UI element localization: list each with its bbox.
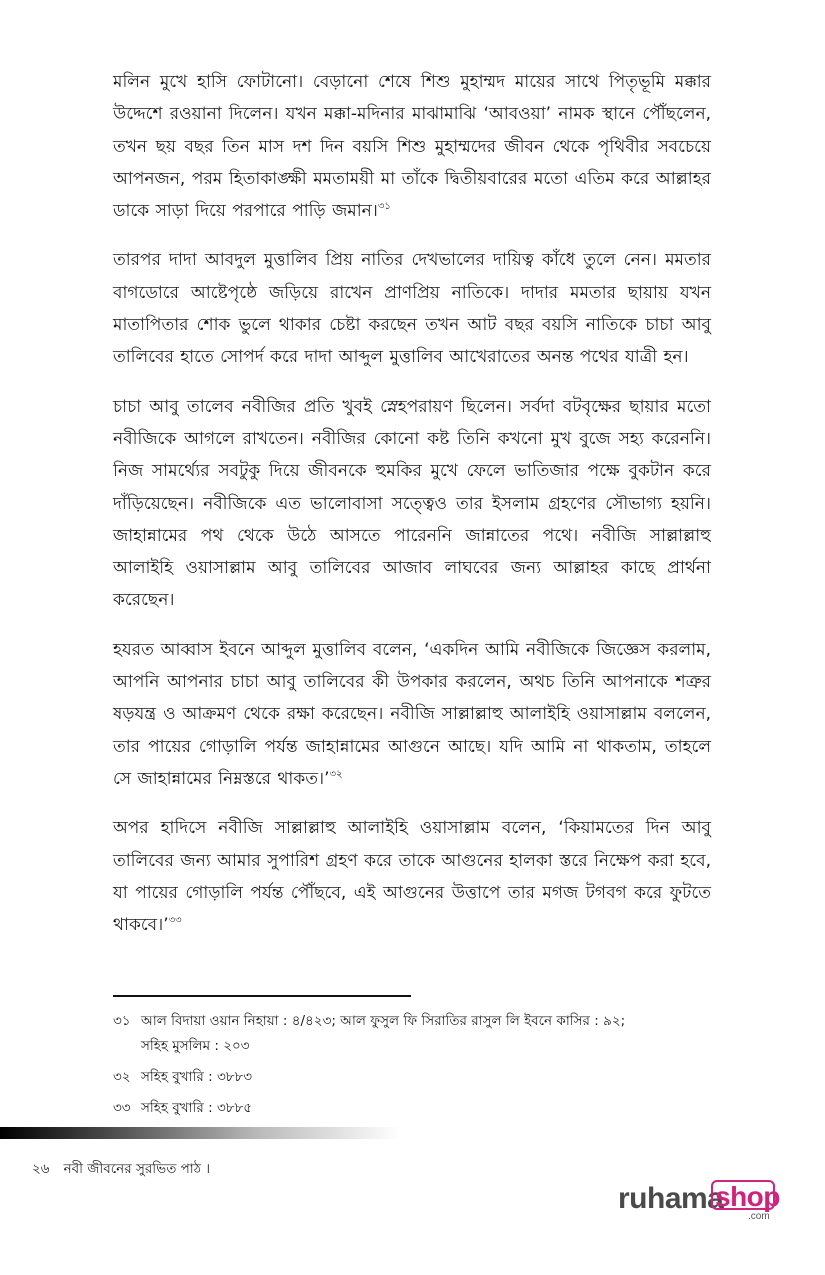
footnote-32 [113, 1065, 711, 1090]
paragraph-1 [113, 66, 711, 227]
page-footer [32, 1158, 210, 1181]
paragraph-1-text: মলিন মুখে হাসি ফোটানো। বেড়ানো শেষে শিশু মুহাম্মদ মায়ের সাথে পিতৃভূমি মক্কার উদ্দেশে রওয়ানা দিলেন। যখন মক্কা-মদিনার মাঝামাঝি ‘আবওয়া’ নামক স্থানে পৌঁছলেন, তখন ছয় বছর তিন মাস দশ দিন বয়সি শিশু মুহাম্মদের জীবন থেকে পৃথিবীর সবচেয়ে আপনজন, পরম হিতাকাঙ্ক্ষী মমতাময়ী মা তাঁকে দ্বিতীয়বারের মতো এতিম করে আল্লাহর ডাকে সাড়া দিয়ে পরপারে পাড়ি জমান। [113, 72, 711, 222]
footnote-divider [113, 995, 411, 997]
footnotes [113, 1009, 711, 1127]
footnote-text: সহিহ বুখারি : ৩৮৮৩ [141, 1069, 253, 1085]
footnote-number: ৩২ [113, 1069, 131, 1085]
main-text [113, 66, 711, 958]
footnote-text-continued: সহিহ মুসলিম : ২০৩ [141, 1038, 250, 1054]
page-number: ২৬ [32, 1161, 50, 1177]
footnote-ref-32[interactable]: ৩২ [329, 768, 343, 780]
footnote-31 [113, 1009, 711, 1059]
paragraph-5-text: অপর হাদিসে নবীজি সাল্লাল্লাহু আলাইহি ওয়াসাল্লাম বলেন, ‘কিয়ামতের দিন আবু তালিবের জন্য আমার সুপারিশ গ্রহণ করে তাকে আগুনের হালকা স্তরে নিক্ষেপ করা হবে, যা পায়ের গোড়ালি পর্যন্ত পৌঁছবে, এই আগুনের উত্তাপে তার মগজ টগবগ করে ফুটতে থাকবে।’ [113, 818, 711, 936]
logo-text-shop: shop [715, 1181, 780, 1212]
footnote-33 [113, 1096, 711, 1121]
footnote-number: ৩১ [113, 1013, 131, 1029]
paragraph-3: চাচা আবু তালেব নবীজির প্রতি খুবই স্নেহপরায়ণ ছিলেন। সর্বদা বটবৃক্ষের ছায়ার মতো নবীজিকে আগলে রাখতেন। নবীজির কোনো কষ্ট তিনি কখনো মুখ বুজে সহ্য করেননি। নিজ সামর্থ্যের সবটুকু দিয়ে জীবনকে হুমকির মুখে ফেলে ভাতিজার পক্ষে বুকটান করে দাঁড়িয়েছেন। নবীজিকে এত ভালোবাসা সত্ত্বেও তার ইসলাম গ্রহণের সৌভাগ্য হয়নি। জাহান্নামের পথ থেকে উঠে আসতে পারেননি জান্নাতের পথে। নবীজি সাল্লাল্লাহু আলাইহি ওয়াসাল্লাম আবু তালিবের আজাব লাঘবের জন্য আল্লাহর কাছে প্রার্থনা করেছেন। [113, 396, 711, 611]
running-title: নবী জীবনের সুরভিত পাঠ । [63, 1161, 211, 1177]
footnote-number: ৩৩ [113, 1100, 131, 1116]
footnote-text: সহিহ বুখারি : ৩৮৮৫ [141, 1100, 253, 1116]
logo-text-domain: .com [748, 1211, 770, 1222]
logo-text-ruhama: ruhama [618, 1182, 724, 1215]
paragraph-4-text: হযরত আব্বাস ইবনে আব্দুল মুত্তালিব বলেন, ‘একদিন আমি নবীজিকে জিজ্ঞেস করলাম, আপনি আপনার চাচা আবু তালিবের কী উপকার করলেন, অথচ তিনি আপনাকে শত্রুর ষড়যন্ত্র ও আক্রমণ থেকে রক্ষা করেছেন। নবীজি সাল্লাল্লাহু আলাইহি ওয়াসাল্লাম বললেন, তার পায়ের গোড়ালি পর্যন্ত জাহান্নামের আগুনে আছে। যদি আমি না থাকতাম, তাহলে সে জাহান্নামের নিম্নস্তরে থাকত।’ [113, 639, 711, 789]
footnote-text: আল বিদায়া ওয়ান নিহায়া : ৪/৪২৩; আল ফুসুল ফি সিরাতির রাসুল লি ইবনে কাসির : ৯২; [141, 1013, 626, 1029]
paragraph-5 [113, 812, 711, 941]
footnote-ref-31[interactable]: ৩১ [377, 201, 391, 213]
decorative-gradient-bar [0, 1127, 400, 1139]
ruhamashop-logo [618, 1180, 778, 1222]
footnote-ref-33[interactable]: ৩৩ [168, 915, 182, 927]
paragraph-2: তারপর দাদা আবদুল মুত্তালিব প্রিয় নাতির দেখভালের দায়িত্ব কাঁধে তুলে নেন। মমতার বাগডোরে আষ্টেপৃষ্ঠে জড়িয়ে রাখেন প্রাণপ্রিয় নাতিকে। দাদার মমতার ছায়ায় যখন মাতাপিতার শোক ভুলে থাকার চেষ্টা করছেন তখন আট বছর বয়সি নাতিকে চাচা আবু তালিবের হাতে সোপর্দ করে দাদা আব্দুল মুত্তালিব আখেরাতের অনন্ত পথের যাত্রী হন। [113, 250, 711, 368]
paragraph-4 [113, 634, 711, 795]
